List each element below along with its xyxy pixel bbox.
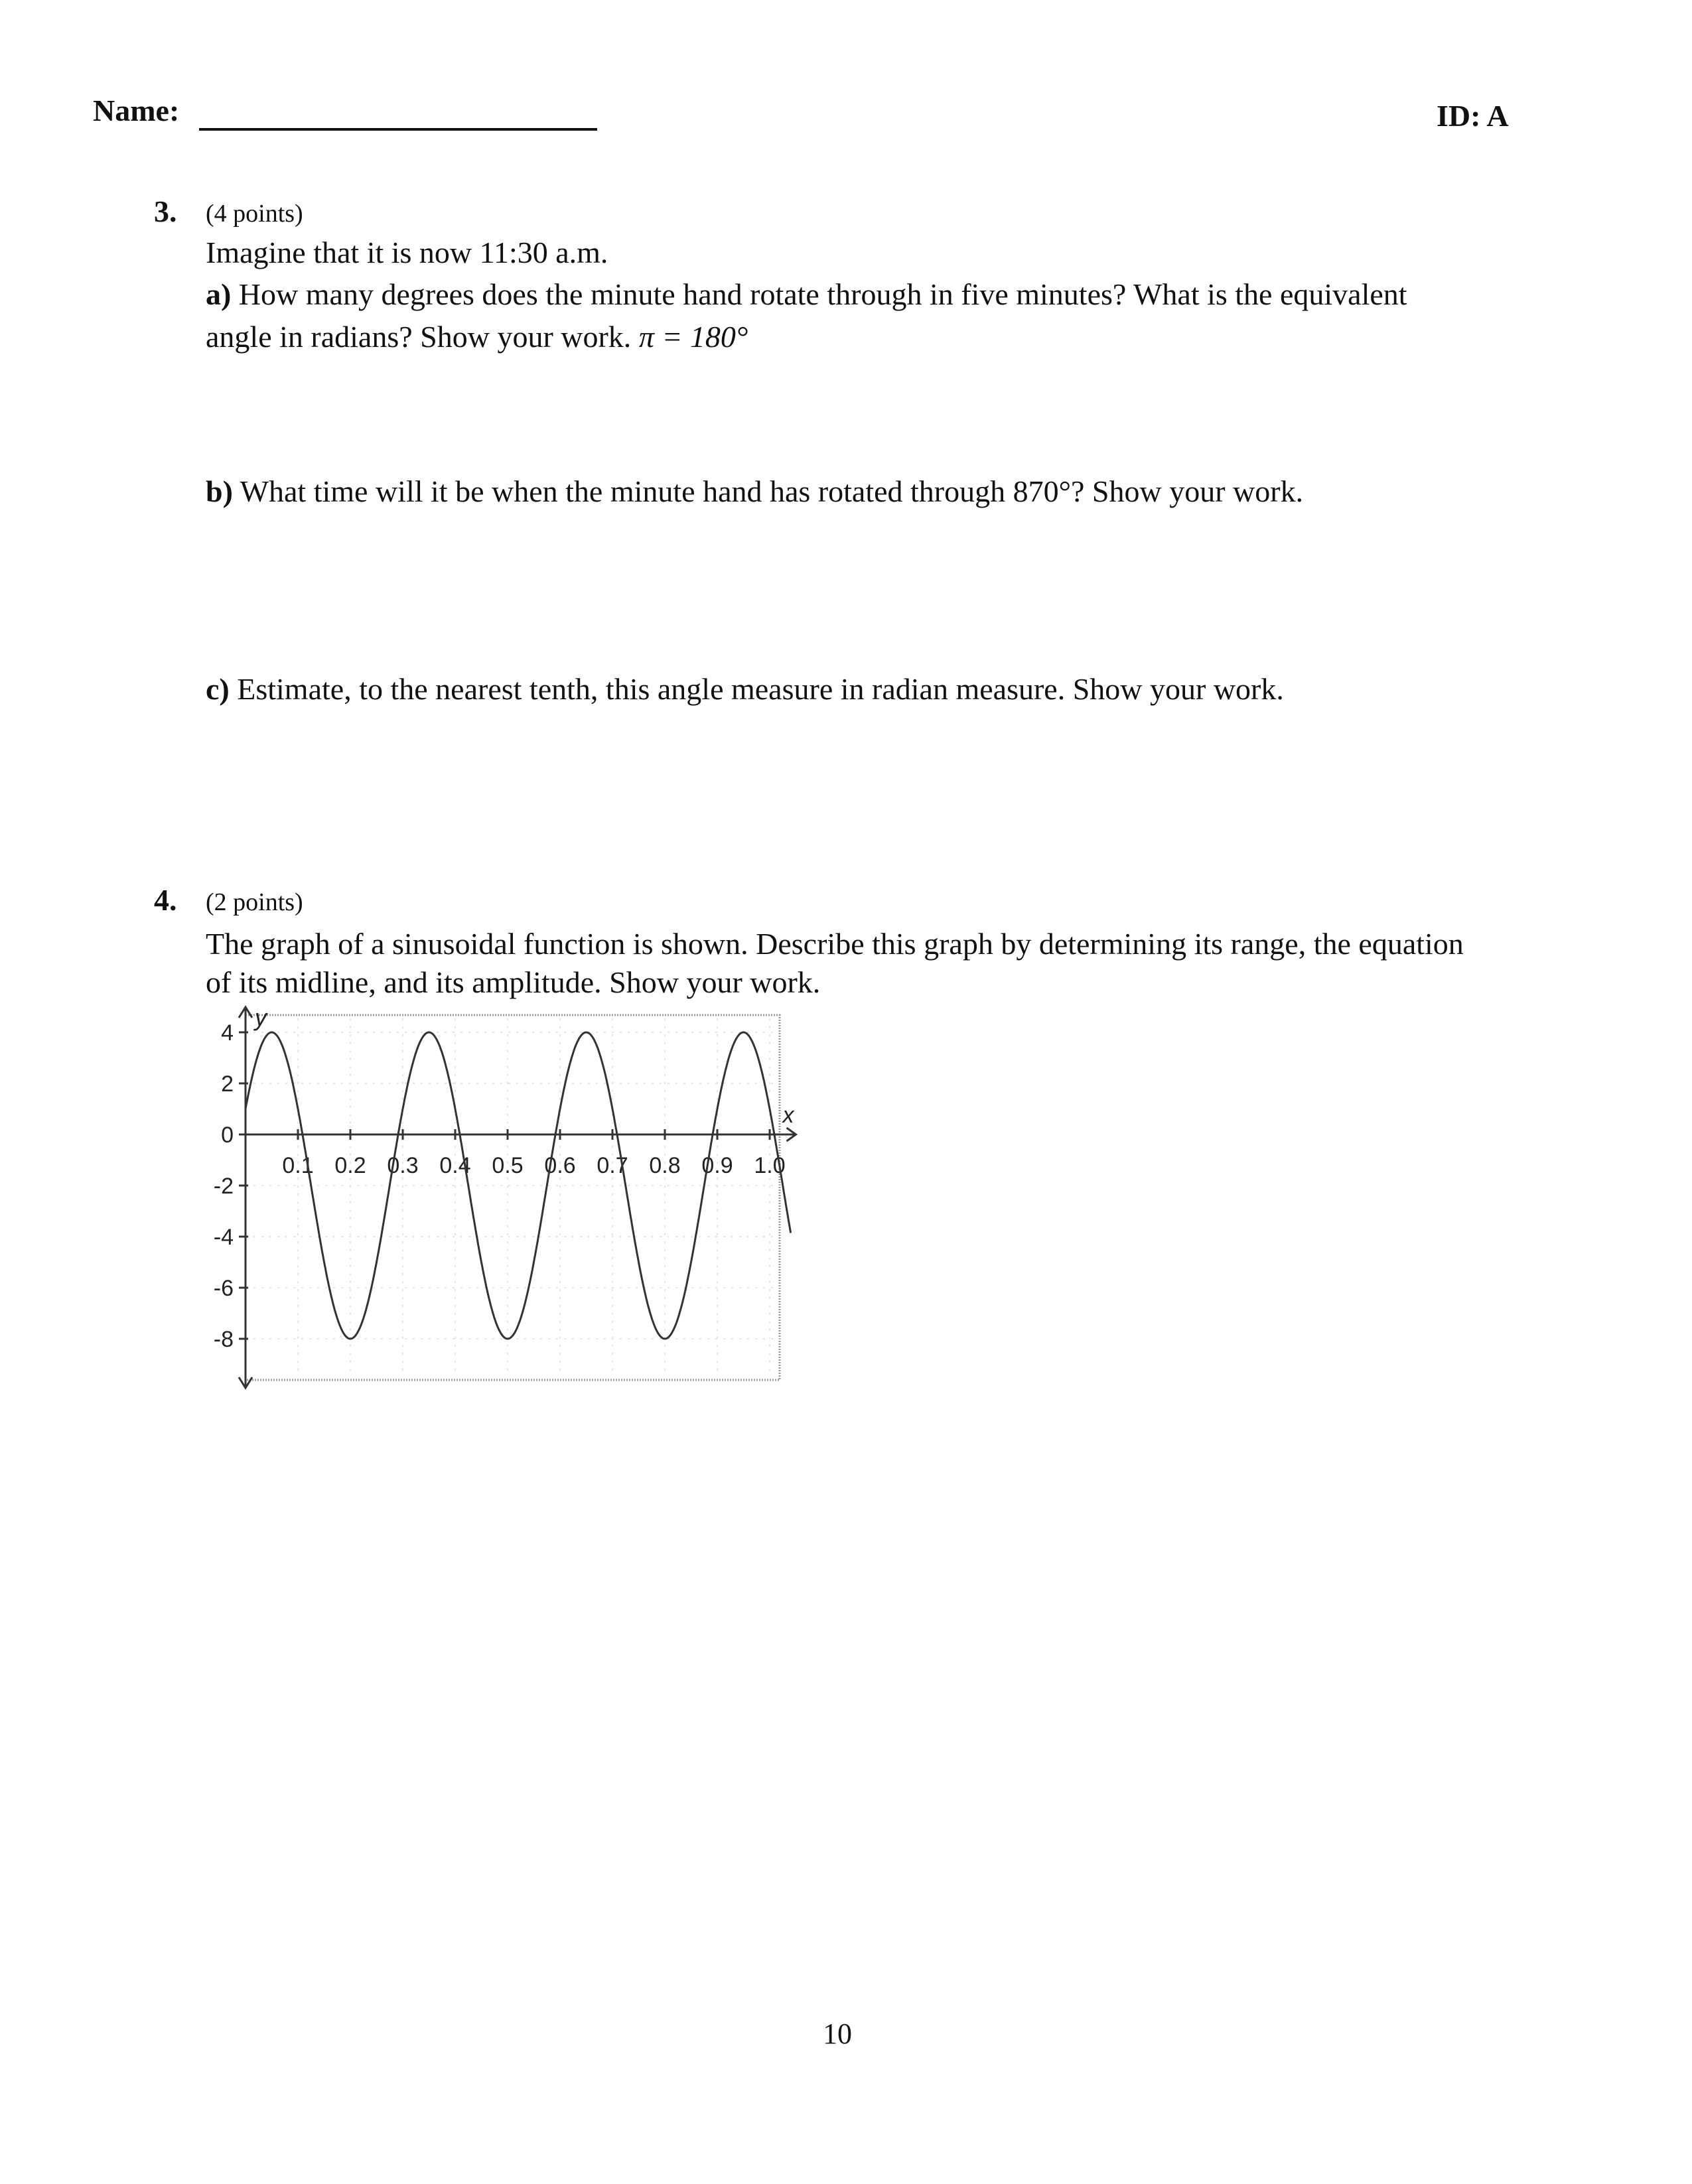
- x-tick-label: 0.1: [282, 1153, 314, 1178]
- question-4-text-1: The graph of a sinusoidal function is shown. Describe this graph by determining its range, the equation: [206, 927, 1464, 961]
- y-tick-label: 4: [221, 1020, 234, 1046]
- x-tick-label: 0.4: [439, 1153, 471, 1178]
- x-tick-label: 0.3: [387, 1153, 419, 1178]
- y-tick-label: 2: [221, 1071, 234, 1097]
- page-number: 10: [823, 2017, 852, 2050]
- x-tick-label: 0.6: [544, 1153, 576, 1178]
- y-axis-label: y: [255, 1004, 267, 1031]
- part-b-text: What time will it be when the minute hand has rotated through 870°? Show your work.: [232, 474, 1304, 508]
- x-tick-label: 0.2: [334, 1153, 366, 1178]
- y-tick-label: -4: [213, 1225, 234, 1250]
- y-tick-label: -6: [213, 1276, 234, 1301]
- question-3-intro: Imagine that it is now 11:30 a.m.: [206, 236, 608, 269]
- name-label: Name:: [93, 94, 180, 127]
- y-tick-label: -2: [213, 1174, 234, 1199]
- question-4-points: (2 points): [206, 888, 303, 916]
- question-4-number: 4.: [154, 883, 177, 917]
- part-a-label: a): [206, 277, 232, 311]
- part-b-label: b): [206, 474, 233, 508]
- question-3-number: 3.: [154, 194, 177, 228]
- question-4-text-2: of its midline, and its amplitude. Show your work.: [206, 965, 821, 999]
- y-tick-label: 0: [221, 1123, 234, 1148]
- question-3a-line2: [206, 316, 748, 358]
- part-a-text-2: angle in radians? Show your work.: [206, 320, 639, 354]
- x-tick-label: 1.0: [754, 1153, 786, 1178]
- question-3b: [206, 471, 1303, 512]
- question-3c: [206, 669, 1284, 710]
- y-tick-label: -8: [213, 1327, 234, 1352]
- x-tick-label: 0.7: [597, 1153, 628, 1178]
- pi-equation: π = 180°: [638, 320, 748, 354]
- question-3-points: (4 points): [206, 200, 303, 228]
- x-tick-label: 0.8: [649, 1153, 681, 1178]
- part-a-text-1: How many degrees does the minute hand rotate through in five minutes? What is the equivalent: [231, 277, 1407, 311]
- x-tick-label: 0.9: [701, 1153, 733, 1178]
- question-3a-line1: [206, 274, 1407, 315]
- x-tick-label: 0.5: [492, 1153, 524, 1178]
- chart-svg: [186, 1002, 810, 1400]
- sinusoid-chart: [186, 1002, 810, 1400]
- x-axis-label: x: [782, 1103, 794, 1128]
- part-c-label: c): [206, 672, 230, 706]
- plot-frame: [246, 1015, 780, 1380]
- name-input-line[interactable]: [199, 128, 597, 131]
- part-c-text: Estimate, to the nearest tenth, this angle measure in radian measure. Show your work.: [229, 672, 1284, 706]
- id-label: ID: A: [1437, 99, 1509, 133]
